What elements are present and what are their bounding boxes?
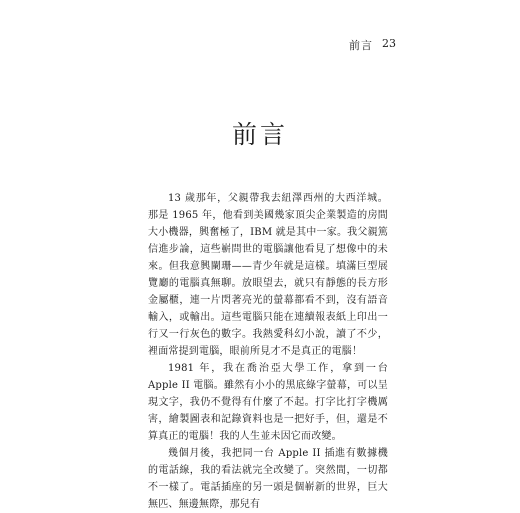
page-number: 23 (382, 37, 396, 50)
running-title: 前言 (349, 39, 373, 52)
paragraph-3: 幾個月後，我把同一台 Apple II 插進有數據機的電話線，我的看法就完全改變了。突然間，一切都不一樣了。電話插座的另一頭是個嶄新的世界，巨大無匹、無邊無際，那兒有 (148, 448, 388, 510)
body-text (148, 190, 388, 513)
paragraph-1: 13 歲那年，父親帶我去紐澤西州的大西洋城。那是 1965 年，他看到美國幾家頂尖企業製造的房間大小機器，興奮極了，IBM 就是其中一家。我父親篤信進步論，這些嶄問世的電腦讓他看見了想像中的未來。但我意興闌珊——青少年就是這樣。填滿巨型展覽廳的電腦真無聊。放眼望去，就只有靜態的長方形金屬櫃，連一片閃著亮光的螢幕都看不到，沒有語音輸入，或輸出。這些電腦只能在連續報表紙上印出一行又一行灰色的數字。我熱愛科幻小說，讀了不少，裡面常提到電腦，眼前所見才不是真正的電腦！ (148, 193, 388, 357)
running-header (0, 37, 520, 53)
chapter-title: 前言 (231, 120, 288, 149)
paragraph-2: 1981 年，我在喬治亞大學工作，拿到一台 Apple II 電腦。雖然有小小的黑底綠字螢幕，可以呈現文字，我仍不覺得有什麼了不起。打字比打字機厲害，繪製圖表和記錄資料也是一把好手，但，還是不算真正的電腦！我的人生並未因它而改變。 (148, 363, 388, 442)
